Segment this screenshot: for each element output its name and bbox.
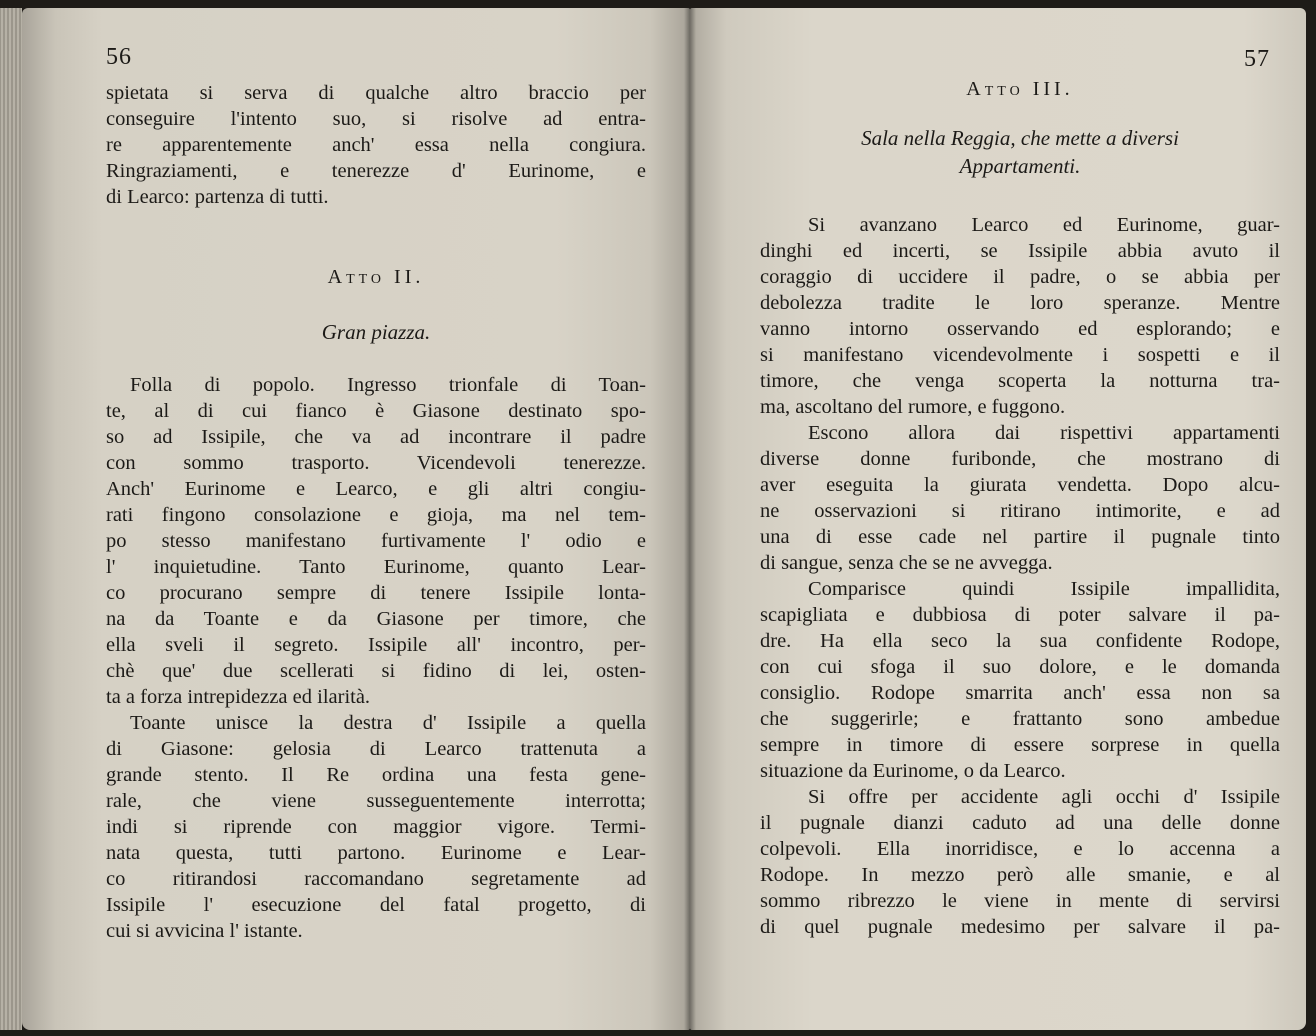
scene-title-right	[760, 124, 1280, 180]
text-line: sempre in timore di essere sorprese in quella	[760, 734, 1280, 756]
text-line: ne osservazioni si ritirano intimorite, e ad	[760, 500, 1280, 522]
text-line: Ringraziamenti, e tenerezze d' Eurinome, e	[106, 160, 646, 182]
text-line: aver eseguita la giurata vendetta. Dopo alcu-	[760, 474, 1280, 496]
text-line: di sangue, senza che se ne avvegga.	[760, 552, 1053, 574]
text-line: co procurano sempre di tenere Issipile lonta-	[106, 582, 646, 604]
text-line: consiglio. Rodope smarrita anch' essa non sa	[760, 682, 1280, 704]
text-line: Si offre per accidente agli occhi d' Issipile	[808, 786, 1280, 808]
text-line: Toante unisce la destra d' Issipile a quella	[130, 712, 646, 734]
book-gutter	[684, 8, 696, 1030]
text-line: una di esse cade nel partire il pugnale tinto	[760, 526, 1280, 548]
text-line: diverse donne furibonde, che mostrano di	[760, 448, 1280, 470]
text-line: dre. Ha ella seco la sua confidente Rodope,	[760, 630, 1280, 652]
text-line: spietata si serva di qualche altro braccio per	[106, 82, 646, 104]
right-page	[690, 8, 1306, 1030]
page-number-left: 56	[106, 44, 132, 70]
text-line: colpevoli. Ella inorridisce, e lo accenna a	[760, 838, 1280, 860]
text-line: Si avanzano Learco ed Eurinome, guar-	[808, 214, 1280, 236]
text-line: nata questa, tutti partono. Eurinome e Lear-	[106, 842, 646, 864]
text-line: si manifestano vicendevolmente i sospetti e il	[760, 344, 1280, 366]
text-line: cui si avvicina l' istante.	[106, 920, 303, 942]
text-line: indi si riprende con maggior vigore. Termi-	[106, 816, 646, 838]
text-line: il pugnale dianzi caduto ad una delle donne	[760, 812, 1280, 834]
text-line: te, al di cui fianco è Giasone destinato spo-	[106, 400, 646, 422]
text-line: conseguire l'intento suo, si risolve ad entra-	[106, 108, 646, 130]
page-edges	[0, 8, 22, 1030]
text-line: Rodope. In mezzo però alle smanie, e al	[760, 864, 1280, 886]
text-line: rale, che viene susseguentemente interrotta;	[106, 790, 646, 812]
right-paragraph-1	[760, 212, 1280, 420]
text-line: di Learco: partenza di tutti.	[106, 186, 329, 208]
text-line: l' inquietudine. Tanto Eurinome, quanto Lear-	[106, 556, 646, 578]
text-line: so ad Issipile, che va ad incontrare il padre	[106, 426, 646, 448]
text-line: grande stento. Il Re ordina una festa gene-	[106, 764, 646, 786]
text-line: vanno intorno osservando ed esplorando; e	[760, 318, 1280, 340]
text-line: na da Toante e da Giasone per timore, che	[106, 608, 646, 630]
text-line: timore, che venga scoperta la notturna tra-	[760, 370, 1280, 392]
text-line: ma, ascoltano del rumore, e fuggono.	[760, 396, 1066, 418]
act-heading-right: Atto III.	[966, 78, 1074, 100]
text-line: Anch' Eurinome e Learco, e gli altri congiu-	[106, 478, 646, 500]
text-line: ella sveli il segreto. Issipile all' incontro, per-	[106, 634, 646, 656]
left-intro-text	[106, 80, 646, 210]
right-paragraph-2	[760, 420, 1280, 576]
text-line: di Giasone: gelosia di Learco trattenuta a	[106, 738, 646, 760]
right-paragraph-3	[760, 576, 1280, 784]
text-line: ta a forza intrepidezza ed ilarità.	[106, 686, 371, 708]
scene-title-left: Gran piazza.	[321, 320, 431, 344]
act-heading-left: Atto II.	[327, 266, 425, 288]
text-line: sommo ribrezzo le viene in mente di servirsi	[760, 890, 1280, 912]
text-line: scapigliata e dubbiosa di poter salvare il pa-	[760, 604, 1280, 626]
text-line: Folla di popolo. Ingresso trionfale di Toan-	[130, 374, 646, 396]
text-line: po stesso manifestano furtivamente l' odio e	[106, 530, 646, 552]
text-line: con sommo trasporto. Vicendevoli tenerezze.	[106, 452, 646, 474]
text-line: dinghi ed incerti, se Issipile abbia avuto il	[760, 240, 1280, 262]
text-line: coraggio di uccidere il padre, o se abbia per	[760, 266, 1280, 288]
left-paragraph-2	[106, 710, 646, 944]
text-line: rati fingono consolazione e gioja, ma nel tem-	[106, 504, 646, 526]
text-line: di quel pugnale medesimo per salvare il pa-	[760, 916, 1280, 938]
text-line: co ritirandosi raccomandano segretamente ad	[106, 868, 646, 890]
left-page	[22, 8, 690, 1030]
text-line: con cui sfoga il suo dolore, e le domanda	[760, 656, 1280, 678]
scene-title-line: Appartamenti.	[959, 154, 1081, 178]
text-line: Comparisce quindi Issipile impallidita,	[808, 578, 1280, 600]
page-number-right: 57	[1244, 46, 1270, 72]
text-line: Escono allora dai rispettivi appartamenti	[808, 422, 1280, 444]
text-line: Issipile l' esecuzione del fatal progetto, di	[106, 894, 646, 916]
left-paragraph-1	[106, 372, 646, 710]
text-line: chè que' due scellerati si fidino di lei, osten-	[106, 660, 646, 682]
text-line: debolezza tradite le loro speranze. Mentre	[760, 292, 1280, 314]
text-line: re apparentemente anch' essa nella congiura.	[106, 134, 646, 156]
text-line: che suggerirle; e frattanto sono ambedue	[760, 708, 1280, 730]
right-paragraph-4	[760, 784, 1280, 940]
scene-title-line: Sala nella Reggia, che mette a diversi	[861, 126, 1179, 150]
text-line: situazione da Eurinome, o da Learco.	[760, 760, 1066, 782]
